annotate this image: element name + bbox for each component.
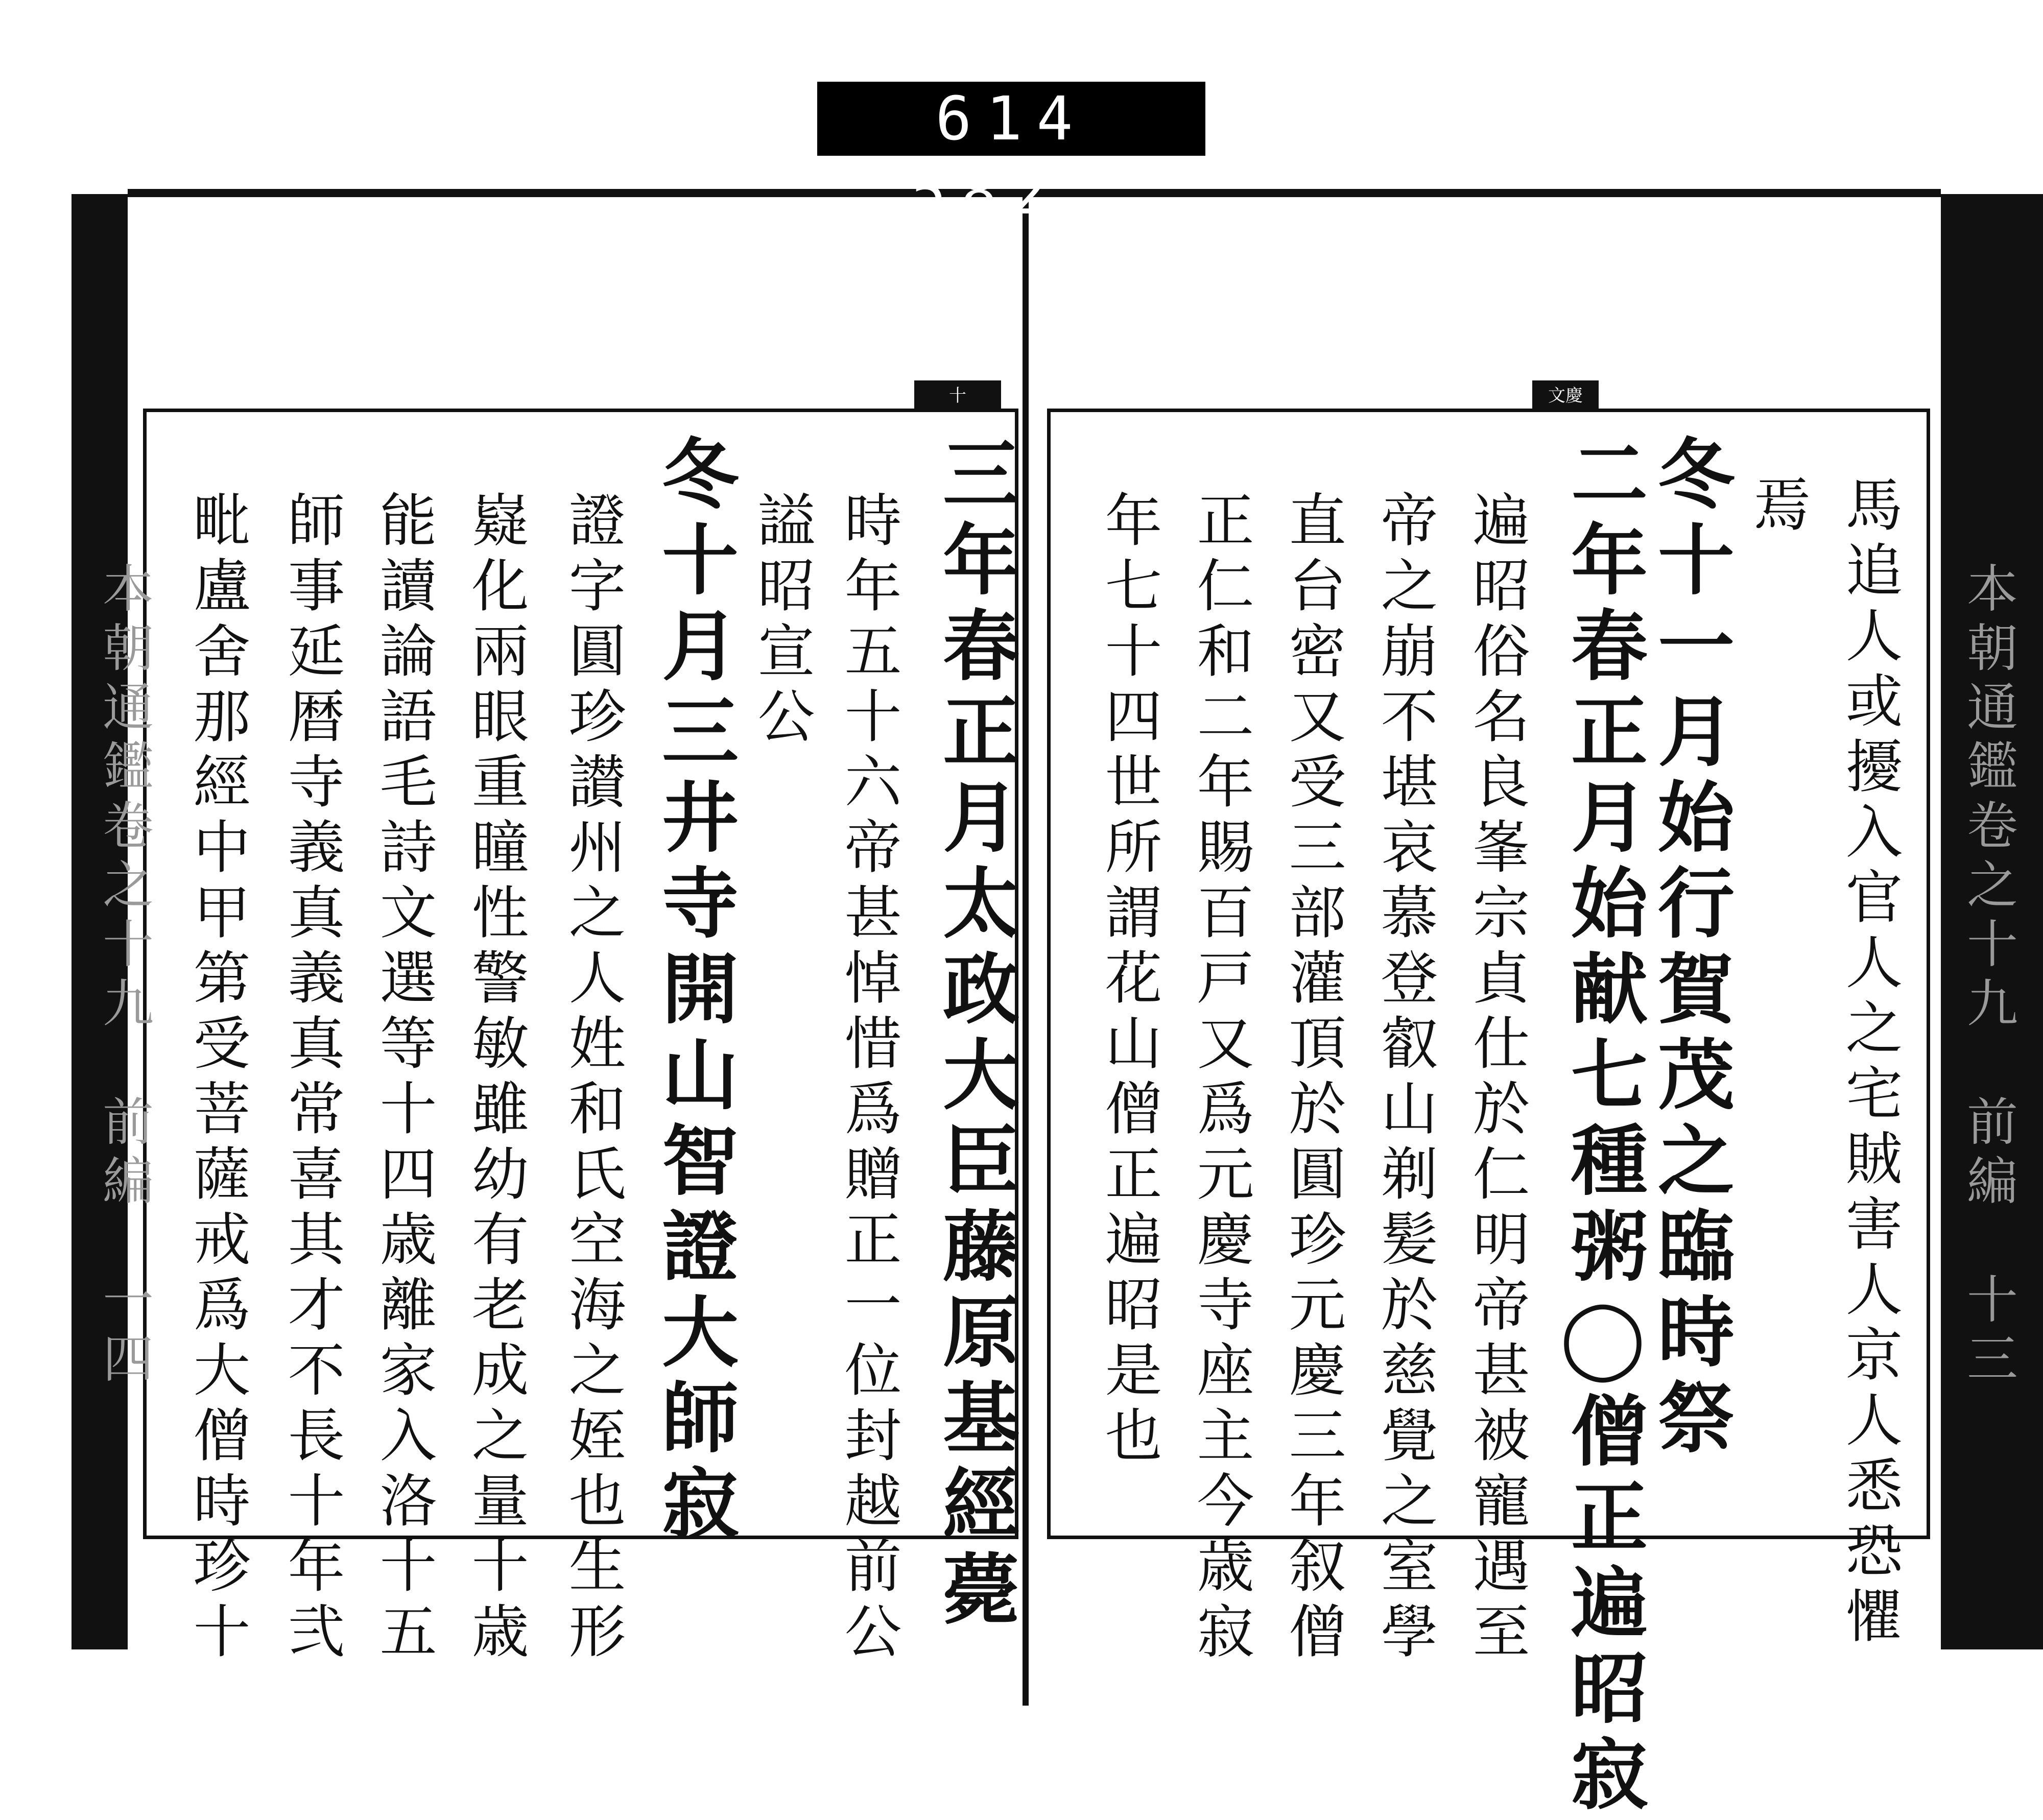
right-col-3: 冬十一月始行賀茂之臨時祭 bbox=[1645, 434, 1735, 1464]
right-col-6: 帝之崩不堪哀慕登叡山剃髪於慈覺之室學 bbox=[1371, 490, 1438, 1667]
left-col-1: 三年春正月太政大臣藤原基經薨 bbox=[930, 434, 1019, 1635]
left-col-4: 冬十月三井寺開山智證大師寂 bbox=[649, 434, 739, 1549]
right-col-7: 直台密又受三部灌頂於圓珍元慶三年叙僧 bbox=[1279, 490, 1346, 1667]
left-col-7: 能讀論語毛詩文選等十四歳離家入洛十五 bbox=[370, 490, 437, 1667]
left-col-9: 毗盧舍那經中甲第受菩薩戒爲大僧時珍十 bbox=[184, 490, 250, 1667]
left-col-5: 證字圓珍讃州之人姓和氏空海之姪也生形 bbox=[559, 490, 626, 1667]
left-page-tab: 十 bbox=[914, 380, 1001, 411]
left-col-8: 師事延暦寺義真義真常喜其才不長十年弐 bbox=[278, 490, 345, 1667]
left-col-2: 時年五十六帝甚悼惜爲贈正一位封越前公 bbox=[835, 490, 901, 1667]
right-col-1: 馬追人或擾入官人之宅賊害人京人悉恐懼 bbox=[1836, 475, 1903, 1651]
right-col-8: 正仁和二年賜百戸又爲元慶寺座主今歳寂 bbox=[1187, 490, 1254, 1667]
left-col-3: 謚昭宣公 bbox=[748, 490, 815, 752]
right-col-4: 二年春正月始献七種粥◯僧正遍昭寂 bbox=[1558, 434, 1648, 1820]
left-page-margin-text: 本朝通鑑卷之十九 前編 一四 bbox=[94, 562, 154, 1391]
right-col-5: 遍昭俗名良峯宗貞仕於仁明帝甚被寵遇至 bbox=[1463, 490, 1530, 1667]
right-page-tab: 文慶 bbox=[1532, 380, 1599, 411]
left-col-6: 嶷化兩眼重瞳性警敏雖幼有老成之量十歳 bbox=[462, 490, 529, 1667]
right-col-2: 焉 bbox=[1744, 475, 1811, 540]
archive-label: 614 582. bbox=[817, 82, 1205, 156]
right-col-9: 年七十四世所謂花山僧正遍昭是也 bbox=[1096, 490, 1162, 1471]
right-page-margin-text: 本朝通鑑卷之十九 前編 十三 bbox=[1958, 562, 2018, 1391]
